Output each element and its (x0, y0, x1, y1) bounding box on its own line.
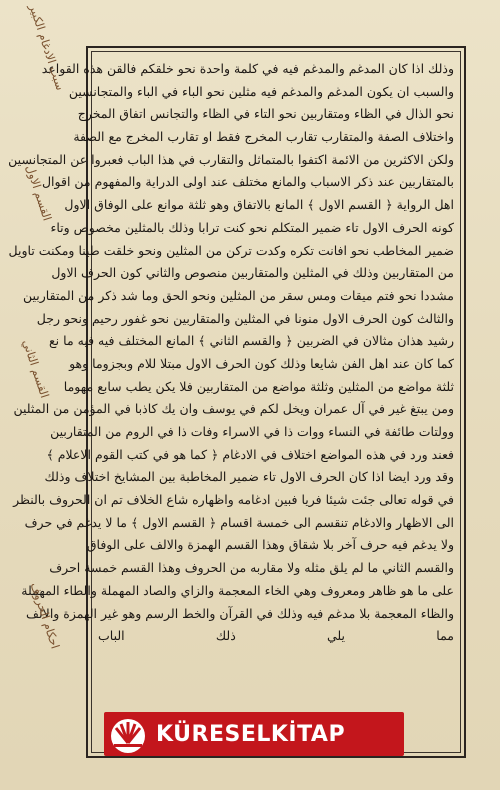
book-fan-icon (106, 712, 150, 756)
text-line: كونه الحرف الاول تاء ضمير المتكلم نحو كنت ترابا وذلك بالمثلين مخصوص وتاء (50, 219, 454, 235)
publisher-logo-banner (104, 712, 404, 756)
text-line: ومن يبتغ غير في آل عمران ويخل لكم في يوسف وان يك كاذبا في المؤمن من المثلين (13, 401, 454, 417)
text-line: وولتات طائفة في النساء ووات ذا في الاسراء وفات ذا في الروم من المتقاربين (50, 424, 454, 439)
text-line: وقد ورد ايضا اذا كان الحرف الاول تاء ضمير المخاطبة بين المشايخ اختلاف وذلك (44, 469, 454, 485)
margin-note: احكام الحروف (27, 580, 63, 651)
text-line: ولكن الاكثرين من الائمة اكتفوا بالمتماثل والتقارب في هذا الباب فعبروا عن المتجانسين (8, 151, 454, 167)
text-line: مشددا نحو فتم ميقات ومس سقر من المثلين ونحو الحق وما شد ذكر من المتقاربين (22, 287, 454, 303)
margin-note: سبب الادغام الكبير (26, 2, 68, 92)
text-line: والقسم الثاني ما لم يلق مثله ولا مقاربه من الحروف وهذا القسم خمسة احرف (49, 560, 454, 576)
text-line: كما كان عند اهل الفن شايعا وذلك كون الحرف الاول مبتلا للام وبجزوما وهو (69, 355, 454, 371)
text-line: ثلثة مواضع من المثلين وثلثة مواضع من المتقاربين فلا يكن يطب سابع مهوما (63, 378, 454, 394)
text-line: والظاء المعجمة بلا مدغم فيه وذلك في القرآن والخط الرسم وهو غير الهمزة والالف (25, 605, 454, 621)
text-line: والسبب ان يكون المدغم والمدغم فيه مثلين نحو الباء في الباء والمتجانسين (68, 83, 454, 99)
text-line: على ما هو ظاهر ومعروف وهي الخاء المعجمة والزاي والصاد المهملة والطاء المهملة (21, 582, 454, 598)
text-line: فعند ورد في هذه المواضع اختلاف في الادغام ﴿ كما هو في كتب القوم الاعلام ﴾ (46, 446, 454, 462)
text-line: ضمير المخاطب نحو افانت تكره وكدت تركن من المثلين ونحو خلقت طينا ومكنت تاويل (8, 242, 454, 258)
margin-note: القسم الثاني (19, 337, 52, 400)
text-line: مما يلي ذلك الباب (98, 628, 454, 644)
publisher-name: KÜRESELKİTAP (156, 721, 346, 747)
text-line: بالمتقاربين عند ذكر الاسباب والمانع مختلف عند اولى الدراية والمفهوم من اقوال (41, 174, 454, 190)
margin-note: القسم الاول (23, 163, 55, 223)
text-line: من المتقاربين وذلك في المثلين والمتقاربين منصوص والثاني كون الحرف الاول (51, 265, 454, 281)
text-line: واختلاف الصفة والمتقارب تقارب المخرج فقط او تقارب المخرج مع الصفة (73, 129, 454, 145)
text-line: الى الاظهار والادغام تنقسم الى خمسة اقسام ﴿ القسم الاول ﴾ ما لا يدغم في حرف (24, 514, 454, 530)
text-line: وذلك اذا كان المدغم والمدغم فيه في كلمة واحدة نحو خلقكم فالقن هذه القواعد (41, 61, 454, 76)
text-line: في قوله تعالى جئت شيئا فريا فبين ادغامه واظهاره شاع الخلاف تم ان الحروف بالنظر (13, 492, 454, 508)
text-line: والثالث كون الحرف الاول منونا في المثلين والمتقاربين نحو غفور رحيم ونحو رجل (36, 310, 454, 326)
text-line: رشيد هذان مثالان في الضربين ﴿ والقسم الثاني ﴾ المانع المختلف فيه فيه ما نع (49, 333, 454, 349)
text-line: ولا يدغم فيه حرف آخر بلا شقاق وهذا القسم الهمزة والالف على الوفاق (86, 537, 454, 553)
text-line: اهل الرواية ﴿ القسم الاول ﴾ المانع بالاتفاق وهو ثلثة موانع على الوفاق الاول (64, 197, 454, 213)
text-line: نحو الذال في الظاء ومتقاربين نحو التاء في الظاء والتجانس اتفاق المخرج (77, 106, 454, 122)
